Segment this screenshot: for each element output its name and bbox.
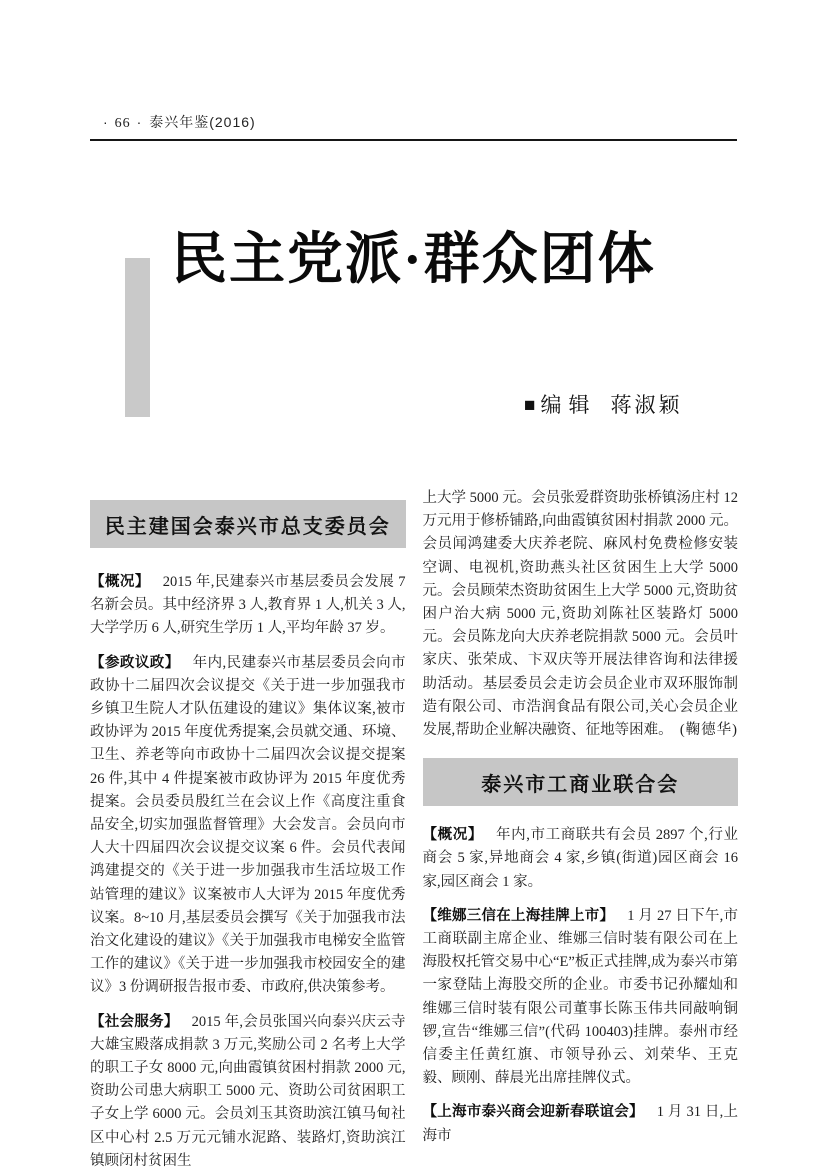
running-header — [101, 112, 256, 132]
section-header-minjian: 民主建国会泰兴市总支委员会 — [90, 500, 406, 548]
paragraph-weina-listing — [423, 905, 739, 1091]
editor-square-icon: ■ — [524, 395, 536, 416]
paragraph-label: 【维娜三信在上海挂牌上市】 — [422, 907, 615, 924]
paragraph-text: 2015 年,民建泰兴市基层委员会发展 7 名新会员。其中经济界 3 人,教育界 1 人,机关 3 人,大学学历 6 人,研究生学历 1 人,平均年龄 37 岁。 — [90, 574, 406, 637]
chapter-title: 民主党派·群众团体 — [171, 229, 656, 291]
paragraph-label: 【概况】 — [422, 827, 483, 844]
editor-line — [524, 389, 682, 419]
editor-label: 编辑 — [540, 393, 597, 417]
header-dot: · — [103, 114, 109, 130]
paragraph-label: 【上海市泰兴商会迎新春联谊会】 — [422, 1104, 644, 1121]
header-rule — [90, 139, 737, 141]
paragraph-text: 年内,市工商联共有会员 2897 个,行业商会 5 家,异地商会 4 家,乡镇(街道)园区商会 16 家,园区商会 1 家。 — [422, 827, 738, 890]
body-columns — [90, 487, 738, 1169]
paragraph-text: 年内,民建泰兴市基层委员会向市政协十二届四次会议提交《关于进一步加强我市乡镇卫生院人才队伍建设的建议》集体议案,被市政协评为 2015 年度优秀提案,会员就交通、环境、卫生、养老等向市政协十二届四次会议提交提案 26 件,其中 4 件提案被市政协评为 2015 年度优秀提案。会员委员殷红兰在会议上作《高度注重食品安全,切实加强监督管理》大会发言。会员向市人大十四届四次会议提交议案 6 件。会员代表闻鸿建提交的《关于进一步加强我市生活垃圾工作站管理的建议》议案被市人大评为 2015 年度优秀议案。8~10 月,基层委员会撰写《关于加强我市法治文化建设的建议》《关于加强我市电梯安全监管工作的建议》《关于进一步加强我市校园安全的建议》3 份调研报告报市委、市政府,供决策参考。 — [90, 654, 406, 996]
paragraph-continuation — [423, 487, 739, 742]
author-attribution: (鞠德华) — [679, 722, 738, 739]
header-dot: · — [136, 114, 143, 130]
paragraph-text: 1 月 31 日,上海市 — [422, 1104, 738, 1144]
paragraph-label: 【概况】 — [90, 574, 150, 590]
paragraph-text: 上大学 5000 元。会员张爱群资助张桥镇汤庄村 12 万元用于修桥铺路,向曲霞镇贫困村捐款 2000 元。会员闻鸿建委大庆养老院、麻风村免费检修安装空调、电视机,资助燕头社区贫困生上大学 5000 元。会员顾荣杰资助贫困生上大学 5000 元,资助贫困户治大病 5000 元,资助刘陈社区装路灯 5000 元。会员陈龙向大庆养老院捐款 5000 元。会员叶家庆、张荣成、卞双庆等开展法律咨询和法律援助活动。基层委员会走访会员企业市双环服饰制造有限公司、市浩润食品有限公司,关心会员企业发展,帮助企业解决融资、征地等困难。 — [422, 490, 738, 739]
section-header-gongshanglian: 泰兴市工商业联合会 — [423, 758, 739, 806]
right-column — [423, 487, 739, 1169]
paragraph-shanghai-gala — [423, 1101, 739, 1147]
editor-name: 蒋淑颖 — [610, 393, 683, 417]
paragraph-label: 【参政议政】 — [90, 654, 180, 671]
book-title: 泰兴年鉴(2016) — [149, 114, 256, 130]
chapter-accent-bar — [125, 258, 150, 417]
paragraph-text: 2015 年,会员张国兴向泰兴庆云寺大雄宝殿落成捐款 3 万元,奖励公司 2 名考上大学的职工子女 8000 元,向曲霞镇贫困村捐款 2000 元,资助公司患大病职工 5000 元、资助公司贫困职工子女上学 6000 元。会员刘玉其资助滨江镇马甸社区中心村 2.5 万元元铺水泥路、装路灯,资助滨江镇顾闭村贫困生 — [90, 1013, 406, 1169]
paragraph-overview — [90, 571, 406, 641]
left-column — [90, 487, 406, 1169]
paragraph-politics — [90, 652, 406, 1000]
paragraph-social-service — [90, 1011, 406, 1169]
paragraph-label: 【社会服务】 — [90, 1013, 179, 1030]
page-number: 66 — [114, 116, 131, 131]
paragraph-overview — [423, 824, 739, 894]
paragraph-text: 1 月 27 日下午,市工商联副主席企业、维娜三信时装有限公司在上海股权托管交易中心“E”板正式挂牌,成为泰兴市第一家登陆上海股交所的企业。市委书记孙耀灿和维娜三信时装有限公司董事长陈玉伟共同敲响铜锣,宣告“维娜三信”(代码 100403)挂牌。泰州市经信委主任黄红旗、市领导孙云、刘荣华、王克毅、顾刚、薛晨光出席挂牌仪式。 — [422, 907, 738, 1087]
